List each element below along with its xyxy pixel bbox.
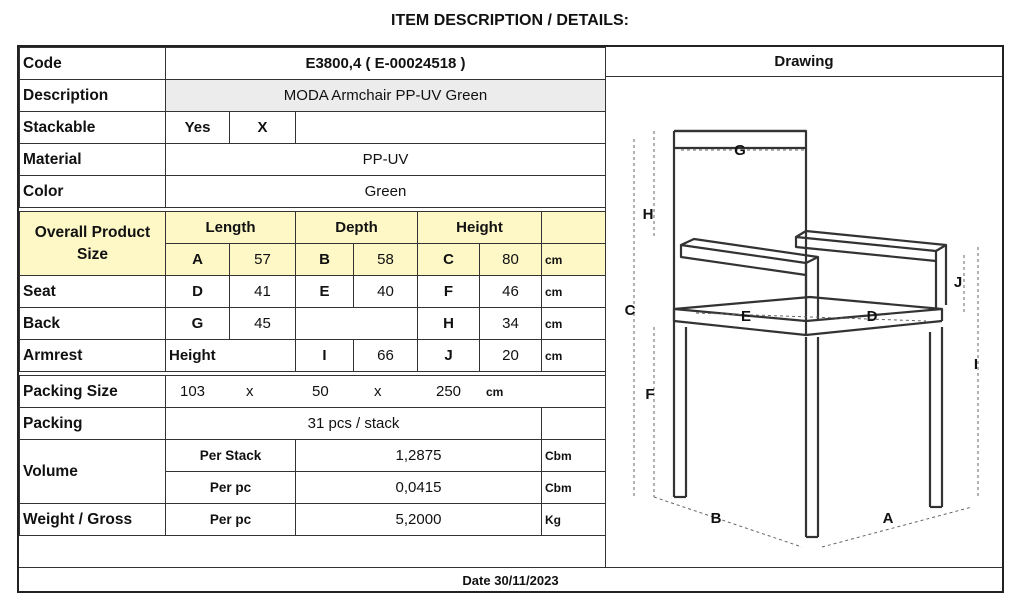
volume-label: Volume: [20, 440, 166, 504]
description-row: [20, 80, 606, 112]
dim-b-value: 58: [354, 244, 418, 276]
stackable-label: Stackable: [20, 112, 166, 144]
drawing-label-g: G: [734, 142, 746, 159]
material-label: Material: [20, 144, 166, 176]
dim-j-value: 20: [480, 340, 542, 372]
dimension-header-row: [20, 212, 606, 244]
dim-h-letter: H: [418, 308, 480, 340]
dim-f-letter: F: [418, 276, 480, 308]
dim-c-letter: C: [418, 244, 480, 276]
color-value: Green: [166, 176, 606, 208]
color-label: Color: [20, 176, 166, 208]
drawing-label-a: A: [882, 510, 894, 527]
per-pc-label: Per pc: [166, 472, 296, 504]
dim-a-letter: A: [166, 244, 230, 276]
weight-per-pc-label: Per pc: [166, 504, 296, 536]
dim-g-letter: G: [166, 308, 230, 340]
packing-x: x: [246, 383, 254, 400]
dim-i-letter: I: [296, 340, 354, 372]
page-title: ITEM DESCRIPTION / DETAILS:: [391, 12, 629, 29]
weight-unit: Kg: [542, 504, 606, 536]
per-pc-value: 0,0415: [296, 472, 542, 504]
drawing-label-d: D: [866, 308, 878, 325]
unit-label: cm: [542, 340, 606, 372]
dim-f-value: 46: [480, 276, 542, 308]
spec-table: [19, 47, 606, 536]
description-label: Description: [20, 80, 166, 112]
material-row: [20, 144, 606, 176]
packing-size-value: [166, 376, 606, 408]
color-row: [20, 176, 606, 208]
drawing-label-e: E: [740, 308, 752, 325]
depth-header: Depth: [296, 212, 418, 244]
drawing-label-b: B: [710, 510, 722, 527]
unit-label: cm: [542, 308, 606, 340]
packing-height: 250: [436, 383, 462, 400]
stackable-mark: X: [230, 112, 296, 144]
dim-h-value: 34: [480, 308, 542, 340]
chair-drawing-svg: [606, 77, 1002, 567]
packing-length: 103: [180, 383, 206, 400]
dim-b-letter: B: [296, 244, 354, 276]
drawing-header: Drawing: [605, 47, 1002, 77]
dim-g-value: 45: [230, 308, 296, 340]
seat-label: Seat: [20, 276, 166, 308]
code-value: E3800,4 ( E-00024518 ): [166, 48, 606, 80]
overall-size-label: Overall Product Size: [20, 212, 166, 276]
dim-c-value: 80: [480, 244, 542, 276]
date-footer: Date 30/11/2023: [19, 567, 1002, 593]
armrest-height-label: Height: [166, 340, 296, 372]
material-value: PP-UV: [166, 144, 606, 176]
packing-unit: cm: [486, 385, 504, 399]
per-stack-label: Per Stack: [166, 440, 296, 472]
weight-label: Weight / Gross: [20, 504, 166, 536]
unit-label: cm: [542, 276, 606, 308]
length-header: Length: [166, 212, 296, 244]
unit-label: cm: [542, 244, 606, 276]
back-label: Back: [20, 308, 166, 340]
drawing-label-i: I: [973, 356, 979, 373]
packing-row: [20, 408, 606, 440]
packing-width: 50: [312, 383, 329, 400]
weight-row: [20, 504, 606, 536]
volume-row-stack: [20, 440, 606, 472]
stackable-row: [20, 112, 606, 144]
packing-x: x: [374, 383, 382, 400]
volume-unit: Cbm: [542, 472, 606, 504]
stackable-yes: Yes: [166, 112, 230, 144]
dim-j-letter: J: [418, 340, 480, 372]
height-header: Height: [418, 212, 542, 244]
drawing-label-f: F: [645, 386, 655, 403]
back-row: [20, 308, 606, 340]
weight-value: 5,2000: [296, 504, 542, 536]
packing-size-row: [20, 376, 606, 408]
packing-value: 31 pcs / stack: [166, 408, 542, 440]
volume-unit: Cbm: [542, 440, 606, 472]
drawing-label-c: C: [624, 302, 636, 319]
details-sheet: [17, 45, 1004, 593]
armrest-row: [20, 340, 606, 372]
code-label: Code: [20, 48, 166, 80]
chair-drawing: [605, 77, 1002, 567]
dim-d-letter: D: [166, 276, 230, 308]
stackable-empty: [296, 112, 606, 144]
per-stack-value: 1,2875: [296, 440, 542, 472]
packing-label: Packing: [20, 408, 166, 440]
packing-size-label: Packing Size: [20, 376, 166, 408]
dim-e-letter: E: [296, 276, 354, 308]
armrest-label: Armrest: [20, 340, 166, 372]
code-row: [20, 48, 606, 80]
description-value: MODA Armchair PP-UV Green: [166, 80, 606, 112]
dim-a-value: 57: [230, 244, 296, 276]
seat-row: [20, 276, 606, 308]
dim-e-value: 40: [354, 276, 418, 308]
drawing-label-j: J: [953, 274, 963, 291]
dim-i-value: 66: [354, 340, 418, 372]
drawing-label-h: H: [642, 206, 654, 223]
dim-d-value: 41: [230, 276, 296, 308]
